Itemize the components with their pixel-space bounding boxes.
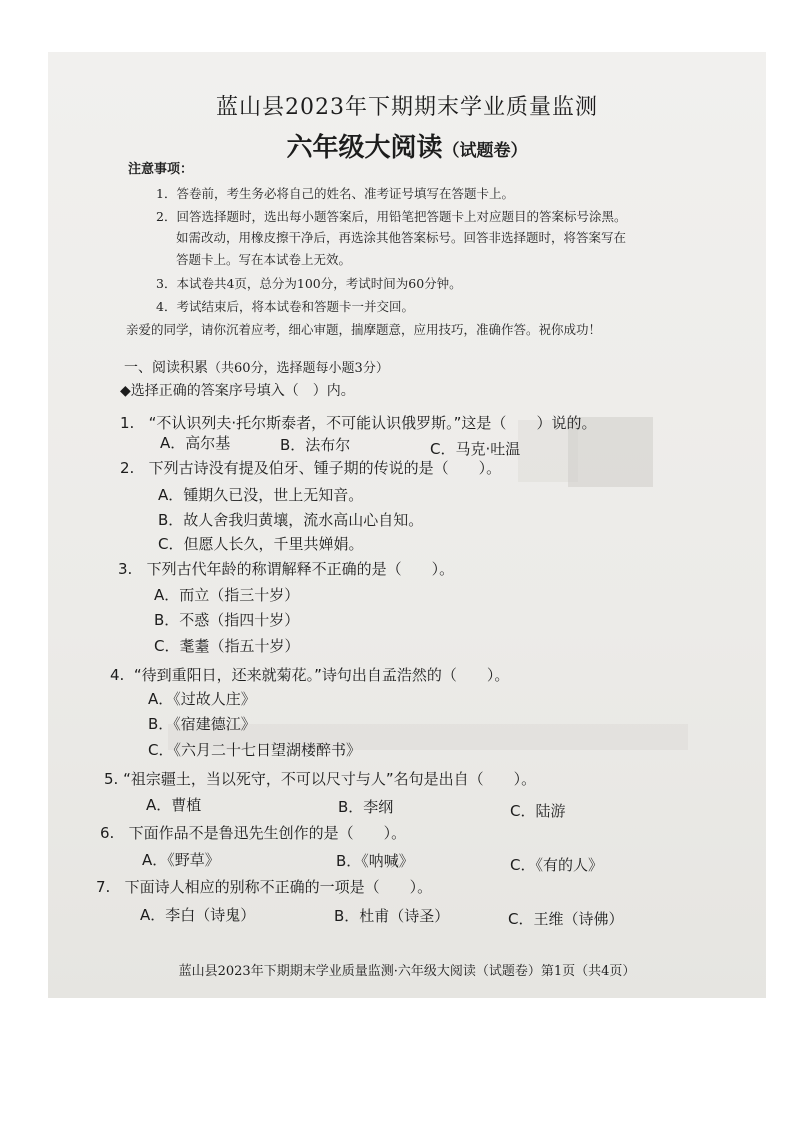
question-text: 下面作品不是鲁迅先生创作的是（ ）。	[128, 824, 407, 842]
notes-heading: 注意事项：	[128, 162, 194, 177]
option-b: B．李纲	[338, 798, 394, 816]
option-c: C．马克·吐温	[430, 440, 521, 458]
section-heading	[124, 357, 389, 377]
question-7	[96, 876, 432, 897]
option-a: A．《过故人庄》	[148, 690, 256, 708]
question-text: 下列古代年龄的称谓解释不正确的是（ ）。	[146, 560, 455, 578]
question-6	[100, 822, 406, 843]
question-4	[110, 664, 509, 685]
question-text: 下列古诗没有提及伯牙、锺子期的传说的是（ ）。	[148, 459, 502, 477]
option-a: A．《野草》	[142, 851, 220, 869]
page-footer: 蓝山县2023年下期期末学业质量监测·六年级大阅读（试题卷）第1页（共4页）	[178, 964, 636, 979]
question-text: 下面诗人相应的别称不正确的一项是（ ）。	[124, 878, 433, 896]
exam-title: 蓝山县2023年下期期末学业质量监测	[216, 95, 598, 120]
option-c: C．《有的人》	[510, 856, 603, 874]
note-item: 如需改动，用橡皮擦干净后，再选涂其他答案标号。回答非选择题时，将答案写在	[176, 230, 627, 245]
question-number: 4.	[110, 666, 125, 684]
option-c: C．王维（诗佛）	[508, 910, 624, 928]
question-number: 5.	[104, 770, 119, 788]
question-5	[104, 768, 536, 789]
encouragement-text: 亲爱的同学，请你沉着应考，细心审题，揣摩题意，应用技巧，准确作答。祝你成功！	[126, 322, 602, 337]
question-number: 7.	[96, 878, 111, 896]
question-3	[118, 558, 454, 579]
question-number: 6.	[100, 824, 115, 842]
question-text: “不认识列夫·托尔斯泰者，不可能认识俄罗斯。”这是（ ）说的。	[148, 414, 597, 432]
question-number: 3.	[118, 560, 133, 578]
option-b: B．《宿建德江》	[148, 715, 256, 733]
question-number: 2.	[120, 459, 135, 477]
note-item: 3．本试卷共4页，总分为100分，考试时间为60分钟。	[156, 276, 462, 291]
option-c: C．《六月二十七日望湖楼醉书》	[148, 741, 361, 759]
option-c: C．陆游	[510, 802, 566, 820]
note-item: 4．考试结束后，将本试卷和答题卡一并交回。	[156, 299, 414, 314]
note-item: 1．答卷前，考生务必将自己的姓名、准考证号填写在答题卡上。	[156, 186, 514, 201]
option-b: B．《呐喊》	[336, 852, 414, 870]
question-text: “待到重阳日，还来就菊花。”诗句出自孟浩然的（ ）。	[133, 666, 510, 684]
option-b: B．不惑（指四十岁）	[154, 611, 300, 629]
question-2	[120, 457, 501, 478]
note-item: 答题卡上。写在本试卷上无效。	[176, 252, 352, 267]
question-number: 1.	[120, 414, 135, 432]
section-title: 一、阅读积累	[124, 360, 208, 376]
scanned-page	[48, 52, 766, 998]
section-instruction: ◆选择正确的答案序号填入（ ）内。	[120, 383, 355, 399]
option-c: C．但愿人长久，千里共婵娟。	[158, 535, 364, 553]
section-scoring: （共60分，选择题每小题3分）	[208, 361, 389, 376]
option-c: C．耄耋（指五十岁）	[154, 637, 300, 655]
option-a: A．李白（诗鬼）	[140, 906, 256, 924]
option-b: B．故人舍我归黄壤，流水高山心自知。	[158, 511, 424, 529]
note-item: 2．回答选择题时，选出每小题答案后，用铅笔把答题卡上对应题目的答案标号涂黑。	[156, 209, 627, 224]
option-b: B．杜甫（诗圣）	[334, 907, 450, 925]
option-b: B．法布尔	[280, 436, 351, 454]
question-text: “祖宗疆土，当以死守，不可以尺寸与人”名句是出自（ ）。	[123, 770, 537, 788]
question-1	[120, 412, 596, 433]
option-a: A．曹植	[146, 796, 202, 814]
subtitle-paren: （试题卷）	[442, 141, 528, 161]
subtitle-main: 六年级大阅读	[286, 133, 443, 163]
option-a: A．而立（指三十岁）	[154, 586, 300, 604]
option-a: A．锺期久已没，世上无知音。	[158, 486, 364, 504]
option-a: A．高尔基	[160, 434, 231, 452]
